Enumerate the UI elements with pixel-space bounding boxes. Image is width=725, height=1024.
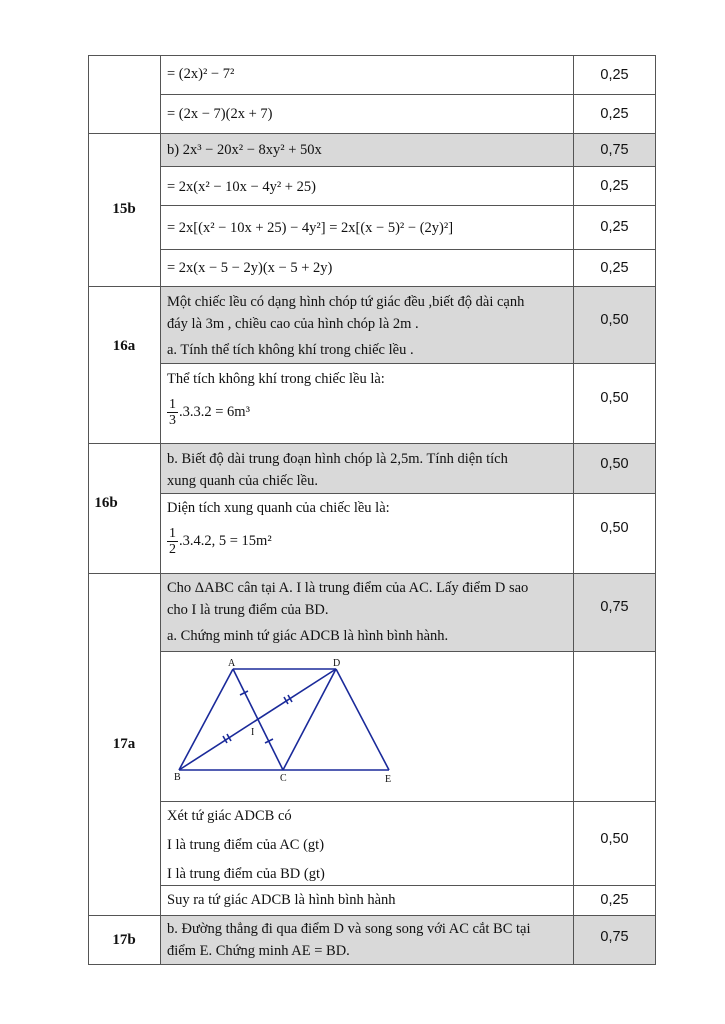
segment-ab — [179, 669, 233, 770]
point-label-b: B — [174, 772, 181, 783]
score-value: 0,50 — [600, 831, 629, 847]
score-value: 0,75 — [600, 141, 629, 158]
fraction-numerator: 1 — [169, 526, 176, 541]
segment-de — [336, 669, 389, 770]
solution-step: = 2x(x − 5 − 2y)(x − 5 + 2y) — [167, 260, 333, 276]
solution-step — [161, 802, 573, 895]
point-label-c: C — [280, 773, 287, 784]
solution-line: I là trung điểm của AC (gt) — [167, 837, 325, 853]
score-value: 0,75 — [600, 599, 629, 615]
fraction-denominator: 3 — [169, 413, 176, 428]
solution-step — [161, 365, 573, 439]
fraction-numerator: 1 — [169, 397, 176, 412]
solution-step — [161, 494, 573, 568]
question-line: b. Đường thẳng đi qua điểm D và song song với AC cắt BC tại — [167, 921, 531, 937]
fraction-denominator: 2 — [169, 542, 176, 557]
question-line: cho I là trung điểm của BD. — [167, 602, 329, 618]
question-line: a. Tính thể tích không khí trong chiếc lều . — [167, 342, 414, 358]
score-value: 0,25 — [600, 219, 629, 235]
formula-expression: .3.4.2, 5 = 15m² — [179, 532, 272, 549]
question-text — [161, 288, 573, 371]
point-label-i: I — [251, 727, 255, 738]
score-value: 0,50 — [600, 520, 629, 536]
fraction — [167, 397, 178, 428]
question-label-17b: 17b — [112, 931, 136, 948]
question-line: a. Chứng minh tứ giác ADCB là hình bình hành. — [167, 628, 449, 644]
question-line: Một chiếc lều có dạng hình chóp tứ giác đều ,biết độ dài cạnh — [167, 294, 525, 310]
solution-step: = (2x)² − 7² — [167, 66, 235, 82]
question-line: điểm E. Chứng minh AE = BD. — [167, 943, 350, 959]
solution-line: I là trung điểm của BD (gt) — [167, 866, 325, 882]
solution-line: Thể tích không khí trong chiếc lều là: — [167, 371, 385, 387]
point-label-e: E — [385, 774, 392, 785]
question-line: xung quanh của chiếc lều. — [167, 473, 318, 489]
formula-expression: .3.3.2 = 6m³ — [179, 403, 250, 420]
solution-step: = (2x − 7)(2x + 7) — [167, 106, 273, 122]
question-label-16a: 16a — [112, 337, 136, 354]
score-value: 0,25 — [600, 259, 629, 276]
solution-line: Diện tích xung quanh của chiếc lều là: — [167, 500, 390, 516]
solution-line: Xét tứ giác ADCB có — [167, 808, 292, 824]
solution-step: Suy ra tứ giác ADCB là hình bình hành — [167, 892, 396, 908]
solution-formula — [167, 397, 567, 428]
question-line: đáy là 3m , chiều cao của hình chóp là 2m . — [167, 316, 419, 332]
score-value: 0,75 — [600, 929, 629, 945]
solution-step: = 2x[(x² − 10x + 25) − 4y²] = 2x[(x − 5)² − (2y)²] — [167, 220, 454, 236]
question-text: b) 2x³ − 20x² − 8xy² + 50x — [167, 142, 322, 158]
score-value: 0,25 — [600, 892, 629, 908]
question-label-15b: 15b — [112, 201, 136, 217]
point-label-d: D — [333, 658, 341, 669]
score-value: 0,50 — [600, 311, 629, 328]
score-value: 0,25 — [600, 105, 629, 122]
segment-bd — [179, 669, 336, 770]
question-text — [161, 915, 573, 972]
question-label-17a: 17a — [112, 735, 136, 752]
question-text — [161, 574, 573, 657]
score-value: 0,25 — [600, 66, 629, 83]
geometry-figure — [161, 652, 573, 800]
segment-dc — [283, 669, 336, 770]
solution-formula — [167, 526, 567, 557]
question-label-16b: 16b — [94, 494, 118, 511]
score-value: 0,25 — [600, 177, 629, 194]
score-value: 0,50 — [600, 390, 629, 406]
score-value: 0,50 — [600, 456, 629, 472]
solution-step: = 2x(x² − 10x − 4y² + 25) — [167, 179, 316, 195]
point-label-a: A — [228, 658, 236, 669]
question-line: Cho ΔABC cân tại A. I là trung điểm của AC. Lấy điểm D sao — [167, 580, 529, 596]
question-line: b. Biết độ dài trung đoạn hình chóp là 2,5m. Tính diện tích — [167, 451, 508, 467]
fraction — [167, 526, 178, 557]
